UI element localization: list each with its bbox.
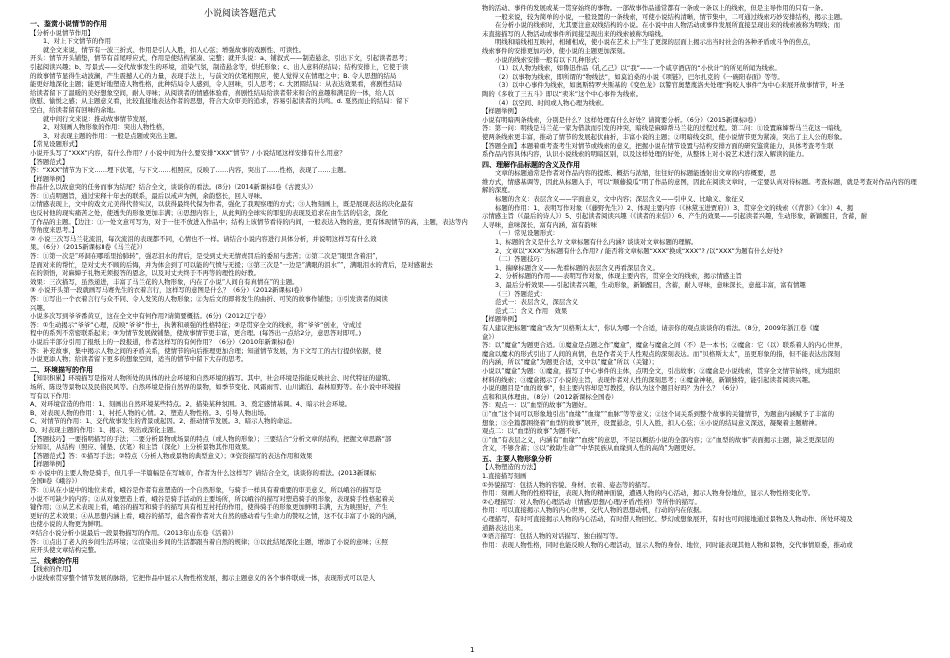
text-line: 程中的系列不常密联系起来；③为情节发展做铺垫，使故事情节更丰富，更合理。(每答出一点给2分，意思答对即可。) — [30, 329, 362, 338]
text-line: 标题的作用：1、表明写作对象（《藤野先生》）2、体现主要内容（《林黛玉进贾府》）3、贯穿全文的线索（《背影》《伞》）4、揭 — [495, 203, 854, 212]
text-line: 2、分析标题的作用——表明写作对象，体现主要内容，贯穿全文的线索，揭示情感主旨 — [495, 272, 742, 281]
text-line: 全国Ⅱ卷《峨谷》） — [30, 477, 82, 486]
text-line: 【答题全面】本题着重考查考生对情节或线索的意义，把握小说在情节设置与结构安排方面的研究鉴赏能力，具体考查考生联 — [482, 141, 834, 150]
text-line: 小说多次写到爷爷番黄豆，这在全文中有何作用?请简要概括。(6分)（2012辽宁卷） — [30, 312, 270, 321]
text-line: 想象；③全篇都围绕着“血型的故事”展开，设置悬念，引人入胜，扣人心弦；④小说的结局意义深远，凝聚着主题精神。 — [482, 418, 821, 427]
left-column — [30, 18, 468, 648]
text-line: （4）以空间、时间或人物心理为线索。 — [495, 98, 608, 107]
text-line: （三）答题范式： — [495, 289, 547, 298]
text-line: 一般来说，较为简单的小说，一般设置的一条线索，可使小说结构清晰，情节集中，二可通过线索巧妙安排结构，揭示主题。 — [495, 12, 847, 21]
text-line: ②心理描写：对人物的心理活动（情感/思想/心理/矛盾/性格）等所作的描写。 — [482, 497, 701, 506]
text-line: 明线和暗线相互映衬，相辅相成，使小说在艺术上产生了更深的层面上揭示出当时社会的各种矛盾或斗争的焦点， — [495, 38, 815, 47]
text-line: A、对环境营造的作用：1、刻画出自然环境某些特点。2、描染某种氛围。3、奠定感情基调。4、暗示社会环境。 — [30, 400, 351, 409]
text-line: 小说更添人物；给读者留下更多的想象空间，适当的情节中留下大存的思考。 — [30, 355, 248, 364]
section-heading: 一、鉴赏小说情节的作用 — [30, 20, 107, 28]
section-heading: 五、主要人物形象分析 — [482, 454, 552, 463]
text-line: 道路表达出来。 — [482, 523, 527, 532]
text-line: 【样题举例】 — [482, 315, 521, 324]
text-line: （2）以事物为线索，即所谓的“物线法”，如莫泊桑的小说《项链》，巴尔扎克的《一碗阳春面》等等。 — [495, 72, 784, 81]
text-line: 【答题范式】 — [30, 157, 69, 166]
text-line: 小说开头写了“XXX”内容，有什么作用？/ 小说中间为什么要安排“XXX”情节？/ 小说结尾这样安排有什么用意？ — [30, 148, 346, 157]
text-line: 欣慰、愉悦之感；从主题意义看，比较直接地表达作者的思想，符合大众审美的追求，容易引起读者的共鸣。d. 戛然而止的结局：留下 — [30, 97, 409, 106]
text-line: 1、揣摩标题含义——先看标题的表层含义再看深层含义。 — [495, 263, 659, 272]
text-line: ① 小说中的主要人物是骑手，但几乎一半篇幅是在写城市，作者为什么这样写？请结合全文，谈谈你的看法。(2013新课标 — [30, 468, 377, 477]
text-line: 1、标题的含义是什么?/ 文章标题有什么内涵? 谈谈对文章标题的理解。 — [495, 238, 698, 247]
text-line: 3、最后分析效果——引起读者兴趣，生动形象，新颖醒目，含蓄，耐人寻味，意味深长，意蕴丰富，富有情趣 — [495, 281, 806, 289]
text-line: 有人建议把标题“魔盒”改为“贝格斯太太”，你认为哪一个合适，请亲你的观点谈谈你的看法。（8分，2009年浙江卷《魔 — [482, 323, 820, 332]
text-line: 场所、陈设等景物以及民俗民风等。自然环境是指自然界的景物，如季节变化、风霜雨雪、山川湖泊、森林原野等。在小说中环境描 — [30, 382, 401, 391]
text-line: 小说以“魔盒”为题：①魔盒，描写了中心事件的主体，点明全文，引出故事；②魔盒是小说线索，贯穿全文情节始终，成为组织 — [482, 366, 841, 375]
text-line: 【人物塑造的方法】 — [482, 463, 540, 472]
text-line: 魔盒以魔术的形式引出了人间的真情，也是作者关于人性观点的深刻表达。而“贝格斯太太”，虽更形象的指，但不能表达出深刻 — [482, 349, 841, 358]
text-line: 【样题举例】 — [482, 107, 521, 116]
text-line: 线索事件的安排更加巧妙，使小说的主题更加深刻。 — [482, 46, 629, 55]
text-line: 小说线索贯穿整个情节发展的脉络，它把作品中显示人物性格发展，揭示主题意义的各个事件联成一体，表现形式可以是人 — [30, 574, 376, 582]
text-line: 物的活动、事件的发展或某一贯穿始终的事物。一部故事作品通常都有一条或一条以上的线索，但是主导作用的只有一条。 — [482, 4, 828, 12]
text-line: 开头：情节开头铺垫，情节有首尾呼应式，作用是使结构紧凑、完整；就开头说：a、铺叙式——制造悬念，引出下文，引起读者思考； — [30, 54, 411, 63]
text-line: 作用：刻画人物的性格特征，表现人物的精神面貌，遭遇人物的内心活动，揭示人物身份地位，显示人物性格变化等。 — [482, 489, 815, 498]
text-line: 在的领悟，对麻婶子礼物无须报答的恩念，以及对丈夫终于不再等的理性的好教。 — [30, 269, 261, 278]
text-line: 文章的标题通常是作者对作品内容的提炼、概括与浓缩，往往好的标题能透射出文章的内容概要，思 — [495, 169, 777, 178]
text-line: 【答题范式】答：①描写手法；②特点（分析人物或景物的典型意义）；③资资描写的表达作用和效果 — [30, 451, 313, 460]
text-line: 3、对表现主题的作用：一般是点题或突出主题。 — [43, 131, 182, 140]
text-line: C、对情节的作用：1、交代故事发生的背景或起因。2、推动情节发展。3、暗示人物的命运。 — [30, 417, 296, 426]
text-line: 的内涵，所以“魔盒”为题更合适，文中以“魔盒”所以（关键）； — [482, 358, 659, 367]
text-line: 引起阅读兴趣；b、写景式——交代故事发生的环境，渲染气氛，制造悬念等，烘托形象；c、出人意料的结局；结构安排上，它使于读 — [30, 62, 409, 71]
text-line: （3）以中心事件为线索，如奥斯特罗夫斯基的《变色龙》以警官奥楚蔑洛夫处理“狗咬人事件”为中心来展开故事情节，叶圣 — [495, 81, 845, 90]
text-line: 示情感主旨（《最后的诗人》）5、引起读者阅读兴趣（《读者的来信》）6、产生的效果——引起读者兴趣，生动形象，新颖醒目，含蓄，耐 — [482, 212, 868, 221]
text-line: 答：观点一：以“血型的故事”为题好。 — [482, 401, 591, 410]
text-line: 标题的含义：表层含义——字面意义，文中内容；深层含义——引申义、比喻义、象征义 — [495, 195, 745, 204]
text-line: 含义，不够含蓄；③以“救助生命”“中华民族从血缘到人性的高尚”为题更好。 — [482, 444, 700, 453]
text-line: 是面对来的帮忙，是对丈夫不顾的后悔，并为体会到了可以能的气愤与无援；③第三次是“一边是“满眼的泪水””，满眼泪水的背后，是对感谢去 — [30, 260, 433, 269]
text-line: 人寻味，意味深长，富有内涵，富有韵味 — [482, 220, 598, 229]
text-line: 范式一：表层含义，深层含义 — [495, 298, 579, 307]
text-line: 也使小说的人物更为鲜明。 — [30, 520, 107, 529]
text-line: 【样题举例】 — [30, 174, 69, 183]
text-line: 应开头使文章结构完整。 — [30, 546, 101, 555]
text-line: ①外貌描写：包括人物的容貌、身材、衣着、姿态等的描写。 — [482, 480, 654, 489]
text-line: 分知识，从结构（照应、铺垫、伏笔）和主旨（深化）上分析景物其作用效果。 — [30, 443, 254, 452]
section-heading: 二、环境描写的作用 — [30, 365, 93, 374]
text-line: 【分析小说情节作用】 — [30, 28, 94, 37]
text-line: 兴趣。 — [30, 303, 50, 312]
text-line: 键作用；③从艺术表现上看，峨谷的描写和骑手的描写具有相互衬托的作用，使得骑手的形象更加鲜明丰满，五为映照好，产生 — [30, 503, 388, 512]
text-line: ③ 小说开头第一段就画写马赛先生的衣着言行，这样写的意图是什么？（6分）（2012新课标Ⅰ卷） — [30, 286, 307, 295]
text-line: 在分析小说的线索时，尤其要注意双线结构的小说。在小说中由人物活动或事件发展所直接呈现出来的线索被称为明线；而 — [495, 21, 841, 30]
text-line: 也反衬他的现实痛苦之处，使透失的形象更加丰满；④思想内容上，从此判的全球实的罪犯的表现及追求在由生活的信念，深化 — [30, 209, 388, 218]
text-line: 材料的线索；③魔盒揭示了小说的主旨，表现作者对人性的深刻思考；④魔盒神秘，新颖独特，能引起读者阅读兴趣。 — [482, 375, 815, 384]
text-line: 2、对刻画人物形象的作用：突出人物性格， — [43, 123, 169, 132]
text-line: 了作品的主题。【边注：①一处文意可写为，对于一往不放进入作品中；结构上该情节看待的内间，一般表达入物的意，更有体现情节的高，主题，表达等内 — [30, 217, 468, 226]
text-line: ②结合小说分析小说最后一段景物描写的作用。（2013年山东卷《活着》） — [30, 529, 238, 538]
text-line: 陶的《多收了三五斗》即以“卖米”这个中心事件为线索。 — [482, 89, 642, 98]
text-line: 观点二：以“血型的故事”为题不好。 — [482, 427, 585, 436]
text-line: 【样题举例】 — [30, 460, 69, 469]
page-number: 1 — [470, 646, 475, 654]
text-line: 1、对上下文情节的作用 — [43, 37, 111, 46]
text-line: D、对表现主题的作用：1、揭示、突出或深化主题。 — [30, 425, 180, 434]
text-line: 小说的线索安排一般有以下几种形式： — [495, 55, 604, 64]
text-line: ②情感表现上，文中的戏文元美得代替实汉，以获得最终代保为作者，强化了我观察理的方式；③人物刻画上，既是展现表达的决化最有 — [30, 200, 414, 209]
text-line: 系作品内容具体内容，认识小说线索的明暗区别，以及这样处理的好处，从整体上对小说艺术进行深入解读的能力。 — [482, 150, 808, 159]
text-line: ①“血”这个词可以形象地引出“血缘”“血缘”“血脉”等等意义；②这个词关系到整个故事的关键情节，为题意内涵赋予了丰富的 — [482, 409, 835, 418]
text-line: 答：①点明题旨，通过宋释十年去的联系，最后以戒声为例，余韵悠长，回人寻味。 — [30, 191, 267, 200]
text-line: 等角度来思考。】 — [30, 226, 78, 235]
text-line: 维方式，情感基调等，因此从标题入手，可以“顺藤摸瓜”明了作品的意图，因此在阅读文章时，一定要认真对待标题。考查标题，就是考查对作品内容的理 — [482, 177, 917, 186]
text-line: 作用：表现人物性格，同时也能反映人物的心理活动，显示人物的身份、地位，同时能表现其他人物和景物，交代事情原委，推动或 — [482, 540, 853, 549]
text-line: 效果：三次描写，虽然递进，丰富了马兰花的人物形象，内在了小说“人间自有真情在”的主题。 — [30, 277, 299, 286]
text-line: 盒》） — [482, 332, 498, 341]
text-line: 空白，给读者留有回味的余地。 — [30, 105, 120, 114]
text-line: 小说后半部分引用了报纸上的一段报道，作者这样写的有何作用？（6分）（2010年新课标Ⅰ卷） — [30, 337, 299, 346]
right-column — [482, 4, 922, 648]
section-heading: 三、线索的作用 — [30, 556, 79, 565]
text-line: 小说的题目是“血的故事”，但主要内容却是写教授，你认为这个题目好吗？为什么？（6分） — [482, 384, 742, 393]
text-line: ③语言描写：包括人物的对话描写、独白描写等。 — [482, 532, 622, 541]
section-heading: 四、理解作品标题的含义及作用 — [482, 160, 580, 169]
text-line: 写有以下作用： — [30, 391, 75, 400]
text-line: 【线索的作用】 — [30, 565, 75, 574]
text-line: （一）常见设题形式： — [495, 229, 559, 238]
text-line: 【常见设题形式】 — [30, 140, 82, 149]
text-line: 小说不可缺少的内容；②从对象塑造上看，峨谷是骑手活动的主要场所，所以峨谷的描写对塑造骑手的形象，表现骑手性格起着关 — [30, 494, 395, 503]
text-line: 答：①写出一个衣着言行与众不同、令人发笑的人物形象；②为后文的即将发生的曲折、可笑的故事作铺垫；③引发读者的阅读 — [30, 295, 388, 303]
text-line: 果。（6分）（2015新课标Ⅱ卷《马兰花》） — [30, 243, 147, 252]
text-line: 1.直接描写刻画 — [482, 472, 527, 481]
text-line: 答：“XXX”情节为下文……埋下伏笔，与下文……相照应，反映了……内容，突出了……性格，表现了……主题。 — [30, 166, 350, 175]
text-line: 就中间行文来说：推动故事情节发展， — [43, 114, 152, 123]
text-line: （1）以人物为线索，如鲁迅作品《孔乙己》以“我”——一个咸亨酒店的“小伙计”的所见所闻为线索。 — [495, 64, 781, 73]
text-line: 就全文来说，情节有一波三折式、作用是引人入胜，扣人心弦；增强故事的戏剧性、可读性。 — [43, 45, 306, 54]
text-line: 答：第一问：明线是马兰花一家为借款而引发的冲突，暗线是麻婶帮马兰花的过程过程。第二问：①设置麻婶帮马兰花这一暗线， — [482, 124, 847, 133]
text-line: 答：①点出了老人的乡间生活环境；②渲染出乡间的生活都跟当着自然的规律；③以此结尾深化主题，增添了小说的意味；④照 — [30, 537, 388, 546]
text-line: 作品什么以故意突的任务而事为结尾？结合全文，谈谈你的看法。(8分)（2014新课标Ⅰ卷《古渡头》） — [30, 183, 317, 192]
text-line: （二）答题技巧： — [495, 255, 547, 264]
text-line: 给读者留下了温暖的美好想象空间，耐人寻味；从阅读者的情感体验看，喜剧性结局给读者带来和合的意趣和满足的一体，给人以 — [30, 88, 395, 97]
text-line: 解的深度。 — [482, 186, 514, 195]
text-line: 使两条线索更丰富，推动了情节的发展起伏曲折，丰富小说的主题；②明暗线交织，使小说情节更为紧凑，突出了主人公的形象。 — [482, 132, 847, 141]
text-line: 心理描写，有时可直接揭示人物的内心活动，有时借人物回忆、梦幻或想象展开，有时也可间接地通过景物及人物动作、所处环境及 — [482, 515, 853, 524]
text-line: 2、文章以“XXX”为标题有什么作用? / 能否将文章标题“XXX”换成“XXX”? /以“XXX”为题有什么好处? — [495, 246, 783, 255]
text-line: 未直接描写的人物活动或事件所间接呈现出来的线索被称为暗线。 — [482, 29, 668, 38]
document-title: 小说阅读答题范式 — [203, 9, 276, 19]
text-line: 小说有明暗两条线索，分别是什么？这样处理有什么好处？请简要分析。（6分）（2015新课标Ⅰ卷） — [482, 115, 760, 124]
text-line: 的故事情节显得生动波澜，产生震撼人心的力量，表现手法上，与前文的伏笔相照应，使人觉得又在情理之中；B. 令人思想的结局 — [30, 71, 397, 80]
text-line: ② 小说三次写马兰花流泪，每次流泪的表现都不同，心情也不一样。请结合小说内容进行具体分析，并说明这样写有什么效 — [30, 234, 377, 243]
text-line: 答：补充故事，集中揭示人物之间的矛盾关系，使情节的向后推理更加合理；知道情节发展，为下文写工的古行提供依据，使 — [30, 346, 382, 355]
text-line: B、对表现人物的作用：1、衬托人物的心情。2、塑造人物性格。3、引导人物出场。 — [30, 408, 271, 417]
text-line: ①“血”有表层之义，内涵有“血缘”“血统”的意思，不足以概括小说的全部内容；②“血型的故事”表面揭示主题，缺乏更深层的 — [482, 435, 835, 444]
text-line: 答：①第一次是“环洞在哪瑶里抬肺转”，强忍泪水的背后，是受到丈夫无情责罚后的委屈与悲苦；②第二次是“眼里含着泪”， — [30, 252, 382, 261]
text-line: 能更好地深化主题；能更好地塑造人物性格，此种结局令人感到，令人回味，引人思考；c. 大团圆结局：从表达效果看，喜剧性结局 — [30, 80, 402, 89]
text-line: 答：①生动揭示“爷爷”心理，反映“爷爷”作士，执著和顽强的性格特征；②是贯穿全文的线索，将“爷爷”创业，守成过 — [30, 320, 362, 329]
text-line: 范式二：含义 作用 效果 — [495, 306, 568, 315]
text-line: 答：以“魔盒”为题更合适。①魔盒是点题之作“魔盒”，魔盒与魔盒之间（不）是一本书；②魔盒：它（以）联系着人的内心世界， — [482, 341, 847, 350]
text-line: 作用：可以直接揭示人物的内心世界，交代人物的思想动机，行动的内在依据。 — [482, 506, 706, 515]
text-line: 点和和具体理由。（8分）（2012新课标全国卷） — [482, 392, 618, 401]
text-line: 【知识积累】环境描写是指对人物所处的具体的社会环境和自然环境的描写。其中，社会环境是指能反映社会、时代特征的建筑、 — [30, 374, 395, 383]
text-line: 【答题技巧】一要指明描写的手法；二要分析景物或场景的特点（或人物的形象）；三要结合“分析文章的结构，把握文章思路”部 — [30, 434, 392, 443]
text-line: 答：①从在小说中的地位来看，峨谷是作者有意塑造的一个自然形象，与骑手一样具有着重要的审美意义，所以峨谷的描写是 — [30, 486, 382, 495]
text-line: 更好的艺术效果；④从思想内涵上看，峨谷的描写，蕴含着作者对大自然的感动看与生命力的赞叹之情，这不仅丰富了小说的内涵， — [30, 511, 401, 520]
